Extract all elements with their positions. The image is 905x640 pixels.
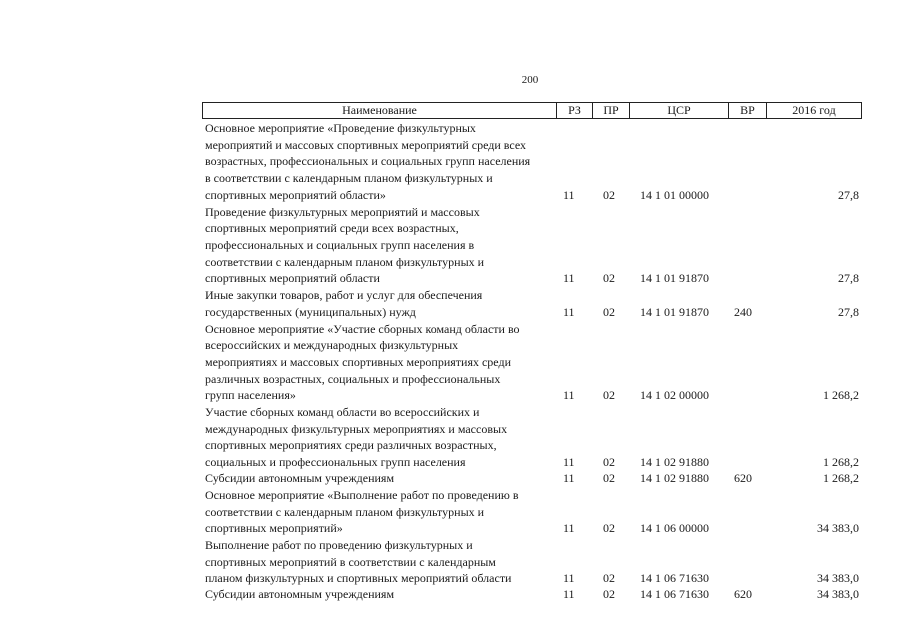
row-vr: 620: [734, 471, 752, 485]
header-vr: ВР: [729, 103, 767, 118]
row-csr: 14 1 02 91880: [640, 455, 709, 470]
row-pr: 02: [603, 187, 615, 202]
header-rz: РЗ: [557, 103, 593, 118]
row-rz: 11: [563, 587, 575, 601]
row-name: Выполнение работ по проведению физкультурных и спортивных мероприятий в соответствии с календарным планом физкультурных и спортивных мероприятий области: [205, 538, 512, 586]
row-csr: 14 1 01 91870: [640, 271, 709, 286]
row-pr: 02: [603, 388, 615, 403]
row-rz: 11: [563, 187, 575, 202]
page-number: 200: [521, 74, 539, 86]
row-pr: 02: [603, 587, 615, 601]
row-name: Субсидии автономным учреждениям: [205, 471, 395, 485]
row-name: Основное мероприятие «Выполнение работ по проведению в соответствии с календарным планом физкультурных и спортивных мероприятий»: [205, 488, 519, 536]
row-pr: 02: [603, 271, 615, 286]
row-rz: 11: [563, 271, 575, 286]
row-pr: 02: [603, 521, 615, 536]
row-csr: 14 1 01 00000: [640, 187, 709, 202]
row-year: 1 268,2: [823, 471, 859, 485]
row-year: 34 383,0: [817, 521, 859, 536]
row-rz: 11: [563, 388, 575, 403]
row-rz: 11: [563, 304, 575, 319]
header-year: 2016 год: [792, 103, 836, 117]
row-year: 1 268,2: [823, 388, 859, 403]
row-rz: 11: [563, 521, 575, 536]
row-year: 27,8: [838, 304, 859, 319]
row-csr: 14 1 06 71630: [640, 571, 709, 586]
row-csr: 14 1 01 91870: [640, 304, 709, 319]
row-name: Основное мероприятие «Проведение физкультурных мероприятий и массовых спортивных мероприятий среди всех возрастных, профессиональных и социальных групп населения в соответствии с календарным планом физкультурных и спортивных мероприятий области»: [205, 121, 531, 202]
row-vr: 240: [734, 304, 752, 319]
row-rz: 11: [563, 455, 575, 470]
row-csr: 14 1 02 00000: [640, 388, 709, 403]
row-name: Иные закупки товаров, работ и услуг для обеспечения государственных (муниципальных) нужд: [205, 288, 483, 319]
row-pr: 02: [603, 571, 615, 586]
row-year: 1 268,2: [823, 455, 859, 470]
row-csr: 14 1 02 91880: [640, 471, 709, 485]
row-csr: 14 1 06 00000: [640, 521, 709, 536]
row-pr: 02: [603, 471, 615, 485]
row-name: Субсидии автономным учреждениям: [205, 587, 395, 601]
header-pr: ПР: [593, 103, 630, 118]
header-name: Наименование: [203, 103, 557, 118]
row-pr: 02: [603, 304, 615, 319]
row-year: 34 383,0: [817, 571, 859, 586]
row-pr: 02: [603, 455, 615, 470]
row-year: 27,8: [838, 187, 859, 202]
row-rz: 11: [563, 471, 575, 485]
row-csr: 14 1 06 71630: [640, 587, 709, 601]
row-rz: 11: [563, 571, 575, 586]
row-name: Участие сборных команд области во всероссийских и международных физкультурных мероприятиях и массовых спортивных мероприятиях среди различных возрастных, социальных и профессиональных групп населения: [205, 405, 508, 470]
row-year: 27,8: [838, 271, 859, 286]
row-year: 34 383,0: [817, 587, 859, 601]
row-vr: 620: [734, 587, 752, 601]
row-name: Проведение физкультурных мероприятий и массовых спортивных мероприятий среди всех возрастных, профессиональных и социальных групп населения в соответствии с календарным планом физкультурных и спортивных мероприятий области: [205, 204, 485, 286]
row-name: Основное мероприятие «Участие сборных команд области во всероссийских и международных физкультурных мероприятиях и массовых спортивных мероприятиях среди различных возрастных, социальных и профессиональных групп населения»: [205, 321, 520, 403]
header-csr: ЦСР: [630, 103, 729, 118]
